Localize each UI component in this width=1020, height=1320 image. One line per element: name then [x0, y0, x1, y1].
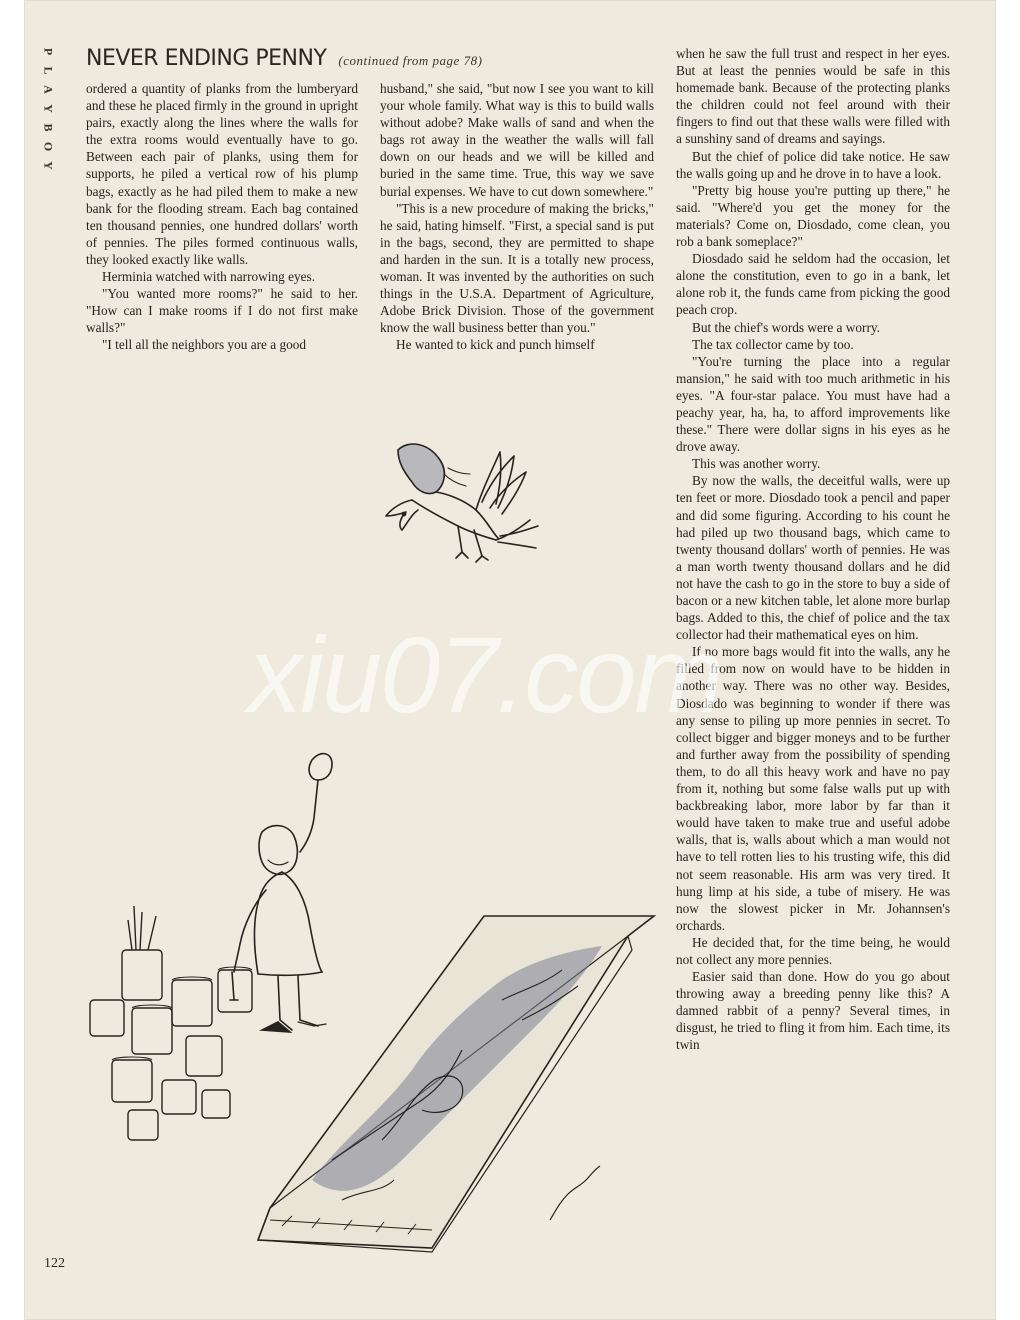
painter-figure — [230, 754, 332, 1032]
paragraph: If no more bags would fit into the walls, any he filled from now on would have to be hidden in another way. There was no other way. Besides, Diosdado was beginning to wonder if there was any sense to piling up more pennies in secret. To collect bigger and bigger moneys and to be further and further away from the possibility of spending them, to do all this heavy work and have no pay from it, nothing but some false walls put up with backbreaking labor, more labor by far than it would have taken to make true and useful adobe walls, that is, walls about which a man would not have to tell rotten lies to his trusting wife, this did not seem reasonable. His arm was very tired. It hung limp at his side, a tube of misery. He was now the slowest picker in Mr. Johannsen's orchards. — [676, 644, 950, 933]
paragraph: when he saw the full trust and respect in her eyes. But at least the pennies would be safe in this homemade bank. Because of the protecting planks the children could not feel around with their fingers to find out that these walls were filled with a sunshiny sand of dreams and sayings. — [676, 46, 950, 147]
painter-with-canvas-illustration — [82, 740, 672, 1260]
spine-letter: Y — [41, 161, 56, 170]
text-column-3 — [676, 45, 950, 1054]
paragraph: "You wanted more rooms?" he said to her. "How can I make rooms if I do not first make walls?" — [86, 286, 358, 336]
text-column-2 — [380, 80, 654, 354]
paragraph: He wanted to kick and punch himself — [396, 337, 595, 353]
spine-letter: Y — [41, 104, 56, 113]
spine-letter: A — [41, 85, 56, 94]
continued-note: (continued from page 78) — [338, 53, 483, 68]
bird-illustration — [378, 430, 558, 570]
paragraph: Herminia watched with narrowing eyes. — [102, 269, 316, 285]
paragraph: By now the walls, the deceitful walls, were up ten feet or more. Diosdado took a pencil and paper and did some figuring. According to his count he had piled up two thousand bags, which came to twenty thousand dollars' worth of pennies. He was a man worth twenty thousand dollars and he did not have the cash to go in the store to buy a side of bacon or a new kitchen table, let alone more burlap bags. Added to this, the chief of police and the tax collector had their mathematical eyes on him. — [676, 473, 950, 643]
article-header — [86, 46, 646, 76]
article-title: NEVER ENDING PENNY — [86, 46, 327, 71]
paragraph: ordered a quantity of planks from the lumberyard and these he placed firmly in the ground in upright pairs, exactly along the lines where the walls for the extra rooms would eventually have to go. Between each pair of planks, using them for supports, he piled a vertical row of his plump bags, exactly as he had piled them to make a new bank for the flooding stream. Each bag contained ten thousand pennies, one hundred dollars' worth of pennies. The piles formed continuous walls, they looked exactly like walls. — [86, 81, 358, 267]
spine-letter: B — [41, 123, 56, 132]
paragraph: Diosdado said he seldom had the occasion, let alone the constitution, even to go in a bank, let alone rob it, the funds came from picking the good peach crop. — [676, 251, 950, 318]
paragraph: Easier said than done. How do you go about throwing away a breeding penny like this? A damned rabbit of a penny? Several times, in disgust, he tried to fling it from him. Each time, its twin — [676, 969, 950, 1053]
spine-letter: P — [41, 47, 56, 56]
artist-signature — [550, 1166, 600, 1220]
paragraph: "You're turning the place into a regular mansion," he said with too much arithmetic in his eyes. "A four-star palace. You must have had a peachy year, ha, ha, to afford improvements like these." There were dollar signs in his eyes as he drove away. — [676, 353, 950, 455]
text-column-1 — [86, 80, 358, 354]
paragraph: But the chief's words were a worry. — [692, 319, 881, 335]
spine-letter: O — [41, 141, 56, 152]
spine-letter: L — [41, 66, 56, 75]
paragraph: But the chief of police did take notice. He saw the walls going up and he drove in to have a look. — [676, 148, 950, 181]
paragraph: husband," she said, "but now I see you want to kill your whole family. What way is this to build walls without adobe? Make walls of sand and when the bags rot away in the weather the walls will fall down on our heads and we will be killed and buried in the same time. True, this way we save burial expenses. We have to cut down somewhere." — [380, 81, 654, 199]
watermark-text: xiu07.com — [248, 614, 723, 735]
canvas-board — [258, 916, 654, 1252]
page-number: 122 — [44, 1256, 65, 1271]
paint-cans — [90, 906, 252, 1140]
paragraph: This was another worry. — [692, 456, 821, 472]
paragraph: "This is a new procedure of making the bricks," he said, hating himself. "First, a special sand is put in the bags, second, they are permitted to shape and harden in the sun. It is a totally new process, woman. It was invented by the authorities on such things in the U.S.A. Department of Agriculture, Adobe Brick Division. Those of the government know the wall business better than you." — [380, 200, 654, 336]
paragraph: "I tell all the neighbors you are a good — [102, 337, 307, 353]
paragraph: He decided that, for the time being, he would not collect any more pennies. — [676, 934, 950, 967]
paragraph: "Pretty big house you're putting up there," he said. "Where'd you get the money for the materials? Come on, Diosdado, come clean, you rob a bank someplace?" — [676, 182, 950, 250]
magazine-spine-label — [41, 42, 55, 175]
paragraph: The tax collector came by too. — [692, 336, 854, 352]
